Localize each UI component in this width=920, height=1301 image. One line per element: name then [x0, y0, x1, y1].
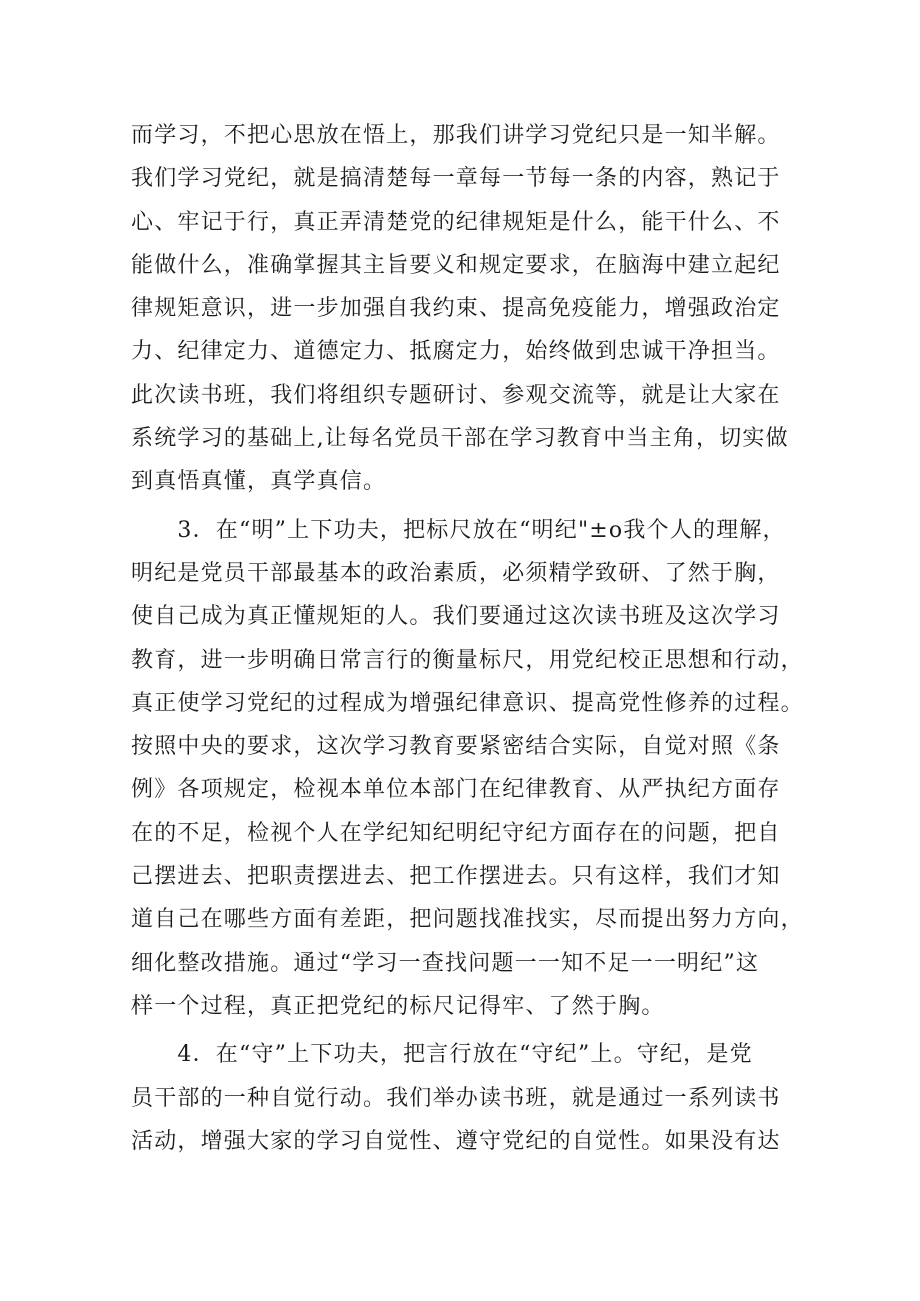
text-line: 己摆进去、把职责摆进去、把工作摆进去。只有这样，我们才知 [131, 864, 781, 890]
text-line: 心、牢记于行，真正弄清楚党的纪律规矩是什么，能干什么、不 [131, 209, 781, 235]
paragraph-3-first-line: 3．在“明”上下功夫，把标尺放在“明纪"±o我个人的理解， [131, 517, 786, 543]
text-line: 真正使学习党纪的过程成为增强纪律意识、提高党性修养的过程。 [131, 690, 804, 716]
text-line: 此次读书班，我们将组织专题研讨、参观交流等，就是让大家在 [131, 382, 781, 408]
text-line: 例》各项规定，检视本单位本部门在纪律教育、从严执纪方面存 [131, 777, 781, 803]
text-line: 力、纪律定力、道德定力、抵腐定力，始终做到忠诚干净担当。 [131, 339, 781, 365]
text-line: 系统学习的基础上,让每名党员干部在学习教育中当主角，切实做 [131, 426, 789, 452]
text-line: 按照中央的要求，这次学习教育要紧密结合实际，自觉对照《条 [131, 734, 781, 760]
text-line: 细化整改措施。通过“学习一查找问题一一知不足一一明纪”这 [131, 950, 760, 976]
text-line: 道自己在哪些方面有差距，把问题找准找实，尽而提出努力方向， [131, 907, 804, 933]
text-line: 教育，进一步明确日常言行的衡量标尺，用党纪校正思想和行动， [131, 647, 804, 673]
text-line: 而学习，不把心思放在悟上，那我们讲学习党纪只是一知半解。 [131, 123, 781, 148]
text-line: 我们学习党纪，就是搞清楚每一章每一节每一条的内容，熟记于 [131, 166, 781, 192]
paragraph-4-first-line: 4．在“守”上下功夫，把言行放在“守纪”上。守纪，是党 [131, 1042, 753, 1068]
text-line: 到真悟真懂，真学真信。 [131, 469, 387, 495]
text-line: 律规矩意识，进一步加强自我约束、提高免疫能力，增强政治定 [131, 296, 781, 322]
text-line: 员干部的一种自觉行动。我们举办读书班，就是通过一系列读书 [131, 1085, 781, 1111]
text-line: 样一个过程，真正把党纪的标尺记得牢、了然于胸。 [131, 993, 665, 1019]
text-line: 活动，增强大家的学习自觉性、遵守党纪的自觉性。如果没有达 [131, 1128, 781, 1154]
text-line: 在的不足，检视个人在学纪知纪明纪守纪方面存在的问题，把自 [131, 820, 781, 846]
document-body [131, 114, 804, 1163]
text-line: 明纪是党员干部最基本的政治素质，必须精学致研、了然于胸， [131, 560, 781, 586]
text-line: 能做什么，准确掌握其主旨要义和规定要求，在脑海中建立起纪 [131, 252, 781, 278]
text-line: 使自己成为真正懂规矩的人。我们要通过这次读书班及这次学习 [131, 604, 781, 630]
